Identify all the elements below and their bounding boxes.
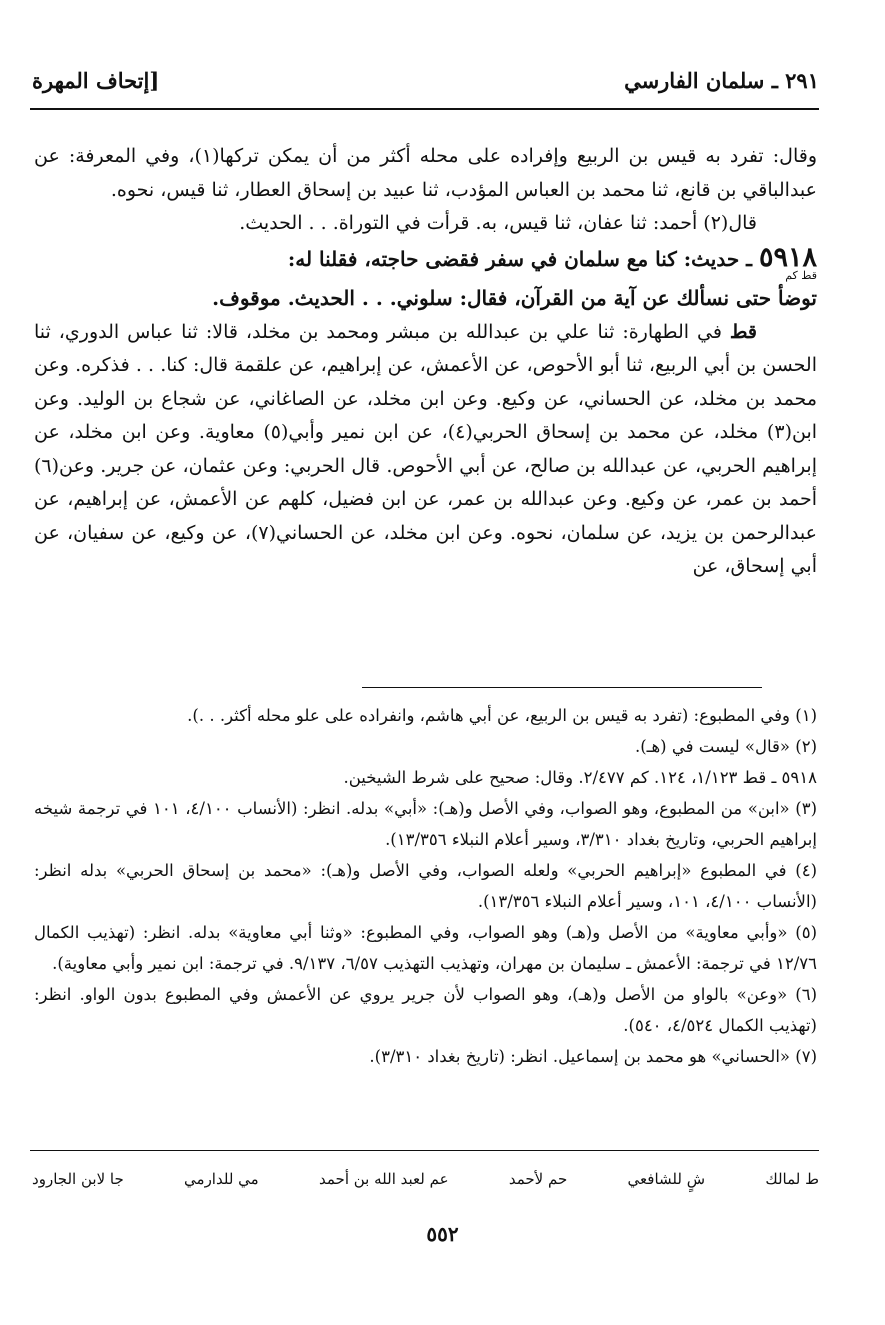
footnotes bbox=[34, 700, 817, 1072]
hadith-number: ٥٩١٨ bbox=[758, 241, 817, 273]
hadith-text-line2: توضأ حتى نسألك عن آية من القرآن، فقال: سلوني. . . الحديث. موقوف. bbox=[212, 286, 817, 310]
footnote-4: (٤) في المطبوع «إبراهيم الحربي» ولعله الصواب، وفي الأصل و(هـ): «محمد بن إسحاق الحربي» بدله انظر: (الأنساب ٤/١٠٠، ١٠١، وسير أعلام النبلاء ١٣/٣٥٦). bbox=[34, 861, 817, 911]
footnote-3: (٣) «ابن» من المطبوع، وهو الصواب، وفي الأصل و(هـ): «أبي» بدله. انظر: (الأنساب ٤/١٠٠، ١٠١ في ترجمة شيخه إبراهيم الحربي، وتاريخ بغداد ٣/٣١٠، وسير أعلام النبلاء ١٣/٣٥٦). bbox=[34, 799, 817, 849]
footnote-takhrij: ٥٩١٨ ـ قط ١/١٢٣، ١٢٤. كم ٢/٤٧٧. وقال: صحيح على شرط الشيخين. bbox=[343, 768, 817, 787]
header-divider bbox=[30, 108, 819, 110]
legend-item: حم لأحمد bbox=[508, 1170, 568, 1188]
page-number: ٥٥٢ bbox=[426, 1222, 459, 1246]
footnote-divider bbox=[362, 687, 762, 688]
source-abbreviation: قط bbox=[729, 320, 757, 343]
header-chapter-title: ٢٩١ ـ سلمان الفارسي bbox=[624, 67, 819, 93]
footnote-1: (١) وفي المطبوع: (تفرد به قيس بن الربيع، عن أبي هاشم، وانفراده على علو محله أكثر. . .). bbox=[187, 706, 817, 725]
legend-item: مي للدارمي bbox=[184, 1170, 259, 1188]
paragraph-1: وقال: تفرد به قيس بن الربيع وإفراده على محله أكثر من أن يمكن تركها(١)، وفي المعرفة: عن عبدالباقي بن قانع، ثنا محمد بن العباس المؤدب، ثنا عبيد بن إسحاق العطار، ثنا قيس، نحوه. bbox=[34, 145, 817, 201]
main-text bbox=[34, 140, 817, 584]
running-header bbox=[32, 62, 819, 98]
paragraph-3 bbox=[34, 316, 817, 584]
marginal-sources: قط كم bbox=[785, 269, 817, 282]
legend-divider bbox=[30, 1150, 819, 1151]
legend-item: شٍ للشافعي bbox=[627, 1170, 706, 1188]
paragraph-3-text: في الطهارة: ثنا علي بن عبدالله بن مبشر ومحمد بن مخلد، قالا: ثنا عباس الدوري، ثنا الحسن بن أبي الربيع، ثنا أبو الأحوص، عن الأعمش، عن إبراهيم، عن علقمة قال: كنا. . . فذكره. وعن محمد بن مخلد، عن الحساني، عن وكيع. وعن ابن مخلد، عن الصاغاني، عن شجاع بن الوليد. وعن ابن(٣) مخلد، عن محمد بن إسحاق الحربي(٤)، عن ابن نمير وأبي(٥) معاوية. وعن ابن مخلد، عن إبراهيم الحربي، عن عبدالله بن صالح، عن أبي الأحوص. قال الحربي: وعن عثمان، عن جرير. وعن(٦) أحمد بن عمر، عن وكيع. وعن عبدالله بن عمر، عن ابن فضيل، كلهم عن الأعمش، عن إبراهيم، عن عبدالرحمن بن يزيد، عن سلمان، نحوه. وعن ابن مخلد، عن الحساني(٧)، عن وكيع، عن سفيان، عن أبي إسحاق، عن bbox=[34, 320, 818, 577]
legend-item: جا لابن الجارود bbox=[32, 1170, 124, 1188]
hadith-heading-text: ـ حديث: كنا مع سلمان في سفر فقضى حاجته، فقلنا له: bbox=[287, 246, 753, 271]
footnote-6: (٦) «وعن» بالواو من الأصل و(هـ)، وهو الصواب لأن جرير يروي عن الأعمش وفي المطبوع بدون الواو. انظر: (تهذيب الكمال ٤/٥٢٤، ٥٤٠). bbox=[34, 985, 817, 1035]
paragraph-2: قال(٢) أحمد: ثنا عفان، ثنا قيس، به. قرأت في التوراة. . . الحديث. bbox=[239, 212, 757, 234]
footnote-7: (٧) «الحساني» هو محمد بن إسماعيل. انظر: (تاريخ بغداد ٣/٣١٠). bbox=[369, 1047, 817, 1066]
legend-item: ط لمالك bbox=[765, 1170, 819, 1188]
legend-item: عم لعبد الله بن أحمد bbox=[319, 1170, 449, 1188]
header-book-title: [إتحاف المهرة bbox=[32, 67, 160, 93]
footnote-5: (٥) «وأبي معاوية» من الأصل و(هـ) وهو الصواب، وفي المطبوع: «وثنا أبي معاوية» بدله. انظر: (تهذيب الكمال ١٢/٧٦ في ترجمة: الأعمش ـ سليمان بن مهران، وتهذيب التهذيب ٦/٥٧، ٩/١٣٧. في ترجمة: ابن نمير وأبي معاوية). bbox=[34, 923, 817, 973]
footnote-2: (٢) «قال» ليست في (هـ). bbox=[634, 737, 817, 756]
abbreviation-legend bbox=[32, 1170, 819, 1188]
